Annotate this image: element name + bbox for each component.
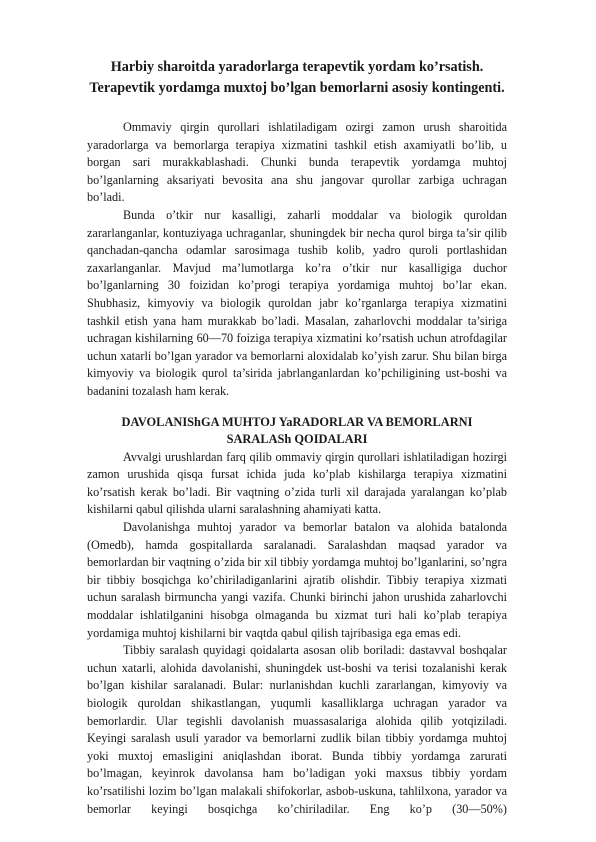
title-line-2: Terapevtik yordamga muxtoj bo’lgan bemorlarni asosiy kontingenti. <box>89 80 505 96</box>
intro-paragraph-1: Ommaviy qirgin qurollari ishlatiladigam ozirgi zamon urush sharoitida yaradorlarga va bemorlarga terapiya xizmatini tashkil etish axamiyatli bo’lib, u borgan sari murakkablashadi. Chunki bunda terapevtik yordamga muhtoj bo’lganlarning aksariyati bevosita ana shu jangovar qurollar zarbiga uchragan bo’ladi. <box>87 120 507 205</box>
section-paragraph-2: Davolanishga muhtoj yarador va bemorlar batalon va alohida batalonda (Omedb), hamda gospitallarda saralanadi. Saralashdan maqsad yarador va bemorlardan bir vaqtning o’zida bir xil tibbiy yordamga muhtoj bo’lganlarini, so’ngra bir tibbiy bosqichga ko’chiriladiganlarini ajratib olishdir. Tibbiy terapiya xizmati uchun saralash birmuncha yangi vazifa. Chunki birinchi jahon urushida zaharlovchi moddalar ishlatilganini hisobga olmaganda bu xizmat turi hali ko’plab terapiya yordamiga muhtoj kishilarni bir vaqtda qabul qilish tajribasiga ega emas edi. <box>87 520 507 640</box>
section-heading <box>87 414 507 449</box>
document-title <box>87 57 507 99</box>
section-paragraph-3: Tibbiy saralash quyidagi qoidalarta asosan olib boriladi: dastavval boshqalar uchun xatarli, alohida davolanishi, shuningdek ust-boshi va terisi tozalanishi kerak bo’lgan kishilar saralanadi. Bular: nurlanishdan kuchli zararlangan, kimyoviy va biologik quroldan shikastlangan, yuqumli kasalliklarga uchragan yarador va bemorlardir. Ular tegishli davolanish muassasalariga alohida qilib yotqiziladi. Keyingi saralash usuli yarador va bemorlarni zudlik bilan tibbiy yordamga muhtoj yoki muxtoj emasligini aniqlashdan iborat. Bunda tibbiy yordamga zarurati bo’lmagan, keyinrok davolansa ham bo’ladigan yoki maxsus tibbiy yordam ko’rsatilishi lozim bo’lgan malakali shifokorlar, asbob-uskuna, tahlilxona, yarador va bemorlar keyingi bosqichga ko’chiriladilar. Eng ko’p (30—50%) <box>87 643 507 816</box>
document-page <box>87 57 507 818</box>
section-heading-line-1: DAVOLANIShGA MUHTOJ YaRADORLAR VA BEMORLARNI <box>121 414 473 429</box>
section-heading-line-2: SARALASh QOIDALARI <box>226 432 368 447</box>
section-paragraph-1: Avvalgi urushlardan farq qilib ommaviy qirgin qurollari ishlatiladigan hozirgi zamon urushida qisqa fursat ichida juda ko’plab kishilarga terapiya xizmatini ko’rsatish kerak bo’ladi. Bir vaqtning o’zida turli xil darajada yaralangan ko’plab kishilarni qabul qilishda ularni saralashning ahamiyati katta. <box>87 449 507 517</box>
intro-paragraph-2: Bunda o’tkir nur kasalligi, zaharli moddalar va biologik quroldan zararlanganlar, kontuziyaga uchraganlar, shuningdek bir necha qurol birga ta’sir qilib qanchadan-qancha odamlar sarosimaga tushib kolib, yadro quroli portlashidan zaxarlanganlar. Mavjud ma’lumotlarga ko’ra o’tkir nur kasalligiga duchor bo’lganlarning 30 foizidan ko’progi terapiya yordamiga muhtoj bo’lar ekan. Shubhasiz, kimyoviy va biologik quroldan jabr ko’rganlarga terapiya xizmatini tashkil etish yana ham murakkab bo’ladi. Masalan, zaharlovchi moddalar ta’siriga uchragan kishilarning 60—70 foiziga terapiya xizmatini ko’rsatish uchun atrofdagilar uchun xatarli bo’lgan yarador va bemorlarni aloxidalab ko’yish zarur. Shu bilan birga kimyoviy va biologik qurol ta’sirida jabrlanganlardan ko’pchiligining ust-boshi va badanini tozalash ham kerak. <box>87 207 507 398</box>
title-line-1: Harbiy sharoitda yaradorlarga terapevtik yordam ko’rsatish. <box>110 59 484 75</box>
